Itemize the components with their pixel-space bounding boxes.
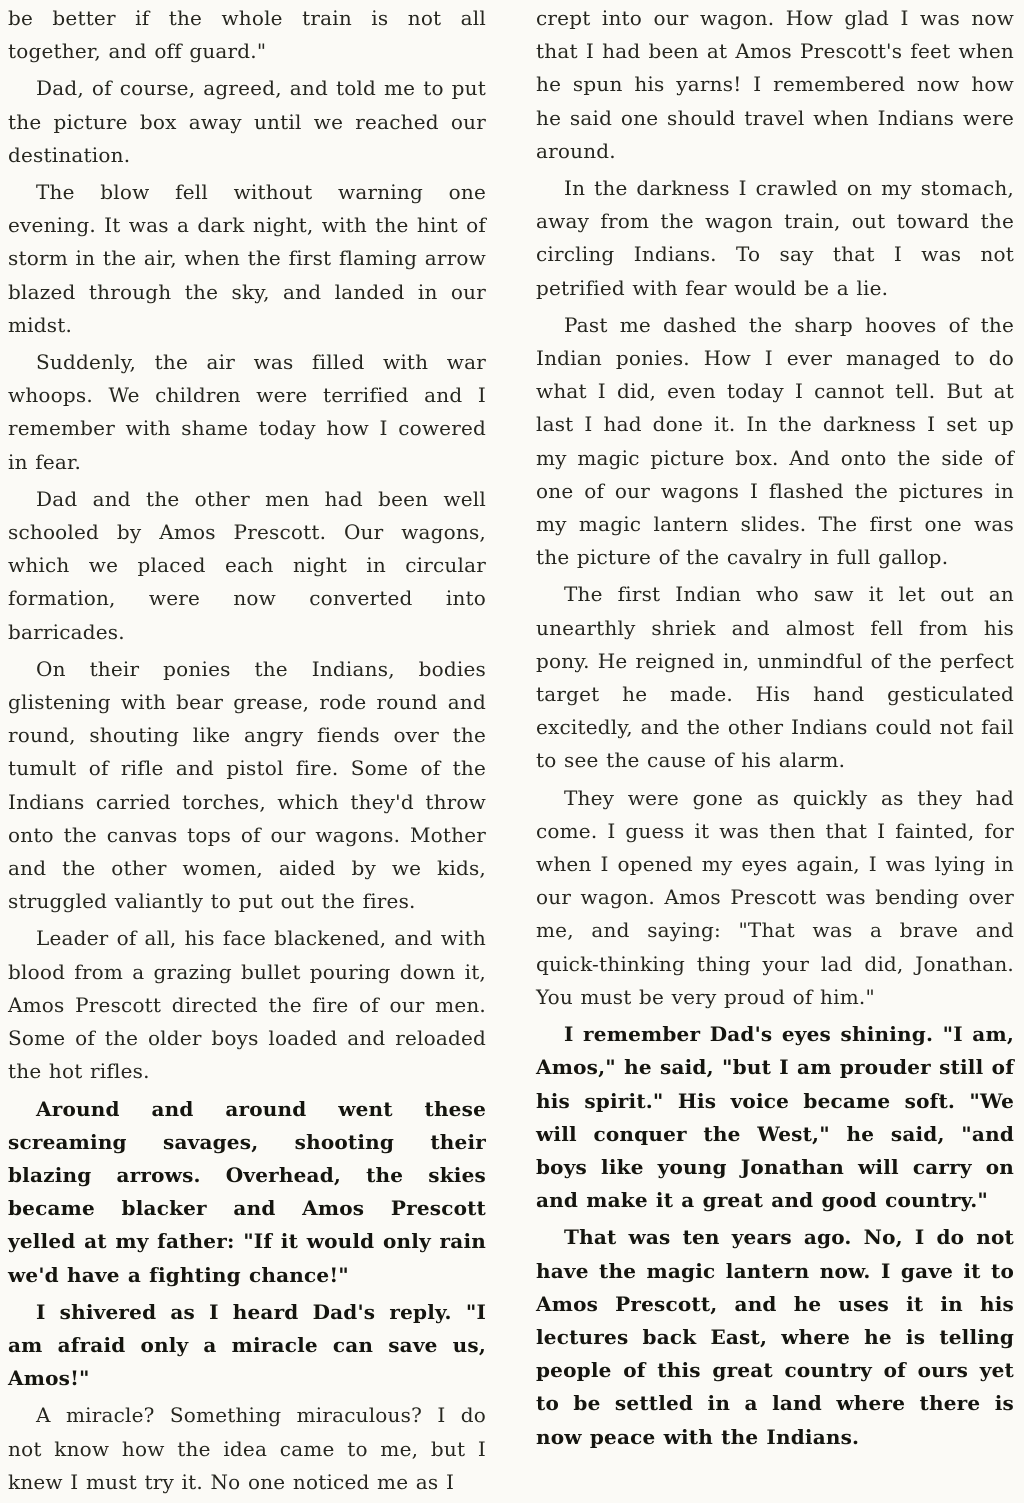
paragraph: Dad, of course, agreed, and told me to put the picture box away until we reached our destination. [8, 76, 486, 167]
paragraph: crept into our wagon. How glad I was now that I had been at Amos Prescott's feet when he spun his yarns! I remembered now how he said one should travel when Indians were around. [536, 6, 1014, 163]
paragraph: On their ponies the Indians, bodies glistening with bear grease, rode round and round, shouting like angry fiends over the tumult of rifle and pistol fire. Some of the Indians carried torches, which they'd throw onto the canvas tops of our wagons. Mother and the other women, aided by we kids, struggled valiantly to put out the fires. [8, 656, 486, 914]
paragraph: Suddenly, the air was filled with war whoops. We children were terrified and I remember with shame today how I cowered in fear. [8, 350, 486, 474]
paragraph: They were gone as quickly as they had come. I guess it was then that I fainted, for when I opened my eyes again, I was lying in our wagon. Amos Prescott was bending over me, and saying: "That was a brave and quick-thinking thing your lad did, Jonathan. You must be very proud of him." [536, 785, 1014, 1009]
right-column [536, 2, 1014, 1458]
paragraph: I shivered as I heard Dad's reply. "I am afraid only a miracle can save us, Amos!" [8, 1299, 486, 1391]
left-column [8, 2, 486, 1503]
paragraph: be better if the whole train is not all together, and off guard." [8, 6, 486, 64]
paragraph: Around and around went these screaming savages, shooting their blazing arrows. Overhead, the skies became blacker and Amos Prescott yelled at my father: "If it would only rain we'd have a fighting chance!" [8, 1096, 486, 1287]
paragraph: I remember Dad's eyes shining. "I am, Amos," he said, "but I am prouder still of his spirit." His voice became soft. "We will conquer the West," he said, "and boys like young Jonathan will carry on and make it a great and good country." [536, 1022, 1014, 1213]
paragraph: The first Indian who saw it let out an unearthly shriek and almost fell from his pony. He reigned in, unmindful of the perfect target he made. His hand gesticulated excitedly, and the other Indians could not fail to see the cause of his alarm. [536, 582, 1014, 773]
paragraph: That was ten years ago. No, I do not have the magic lantern now. I gave it to Amos Prescott, and he uses it in his lectures back East, where he is telling people of this great country of ours yet to be settled in a land where there is now peace with the Indians. [536, 1225, 1014, 1449]
paragraph: Leader of all, his face blackened, and with blood from a grazing bullet pouring down it, Amos Prescott directed the fire of our men. Some of the older boys loaded and reloaded the hot rifles. [8, 926, 486, 1084]
paragraph: The blow fell without warning one evening. It was a dark night, with the hint of storm in the air, when the first flaming arrow blazed through the sky, and landed in our midst. [8, 180, 486, 337]
paragraph: Past me dashed the sharp hooves of the Indian ponies. How I ever managed to do what I did, even today I cannot tell. But at last I had done it. In the darkness I set up my magic picture box. And onto the side of one of our wagons I flashed the pictures in my magic lantern slides. The first one was the picture of the cavalry in full gallop. [536, 312, 1014, 570]
paragraph: A miracle? Something miraculous? I do not know how the idea came to me, but I knew I must try it. No one noticed me as I [8, 1403, 486, 1494]
paragraph: In the darkness I crawled on my stomach, away from the wagon train, out toward the circling Indians. To say that I was not petrified with fear would be a lie. [536, 176, 1014, 300]
paragraph: Dad and the other men had been well schooled by Amos Prescott. Our wagons, which we placed each night in circular formation, were now converted into barricades. [8, 486, 486, 644]
